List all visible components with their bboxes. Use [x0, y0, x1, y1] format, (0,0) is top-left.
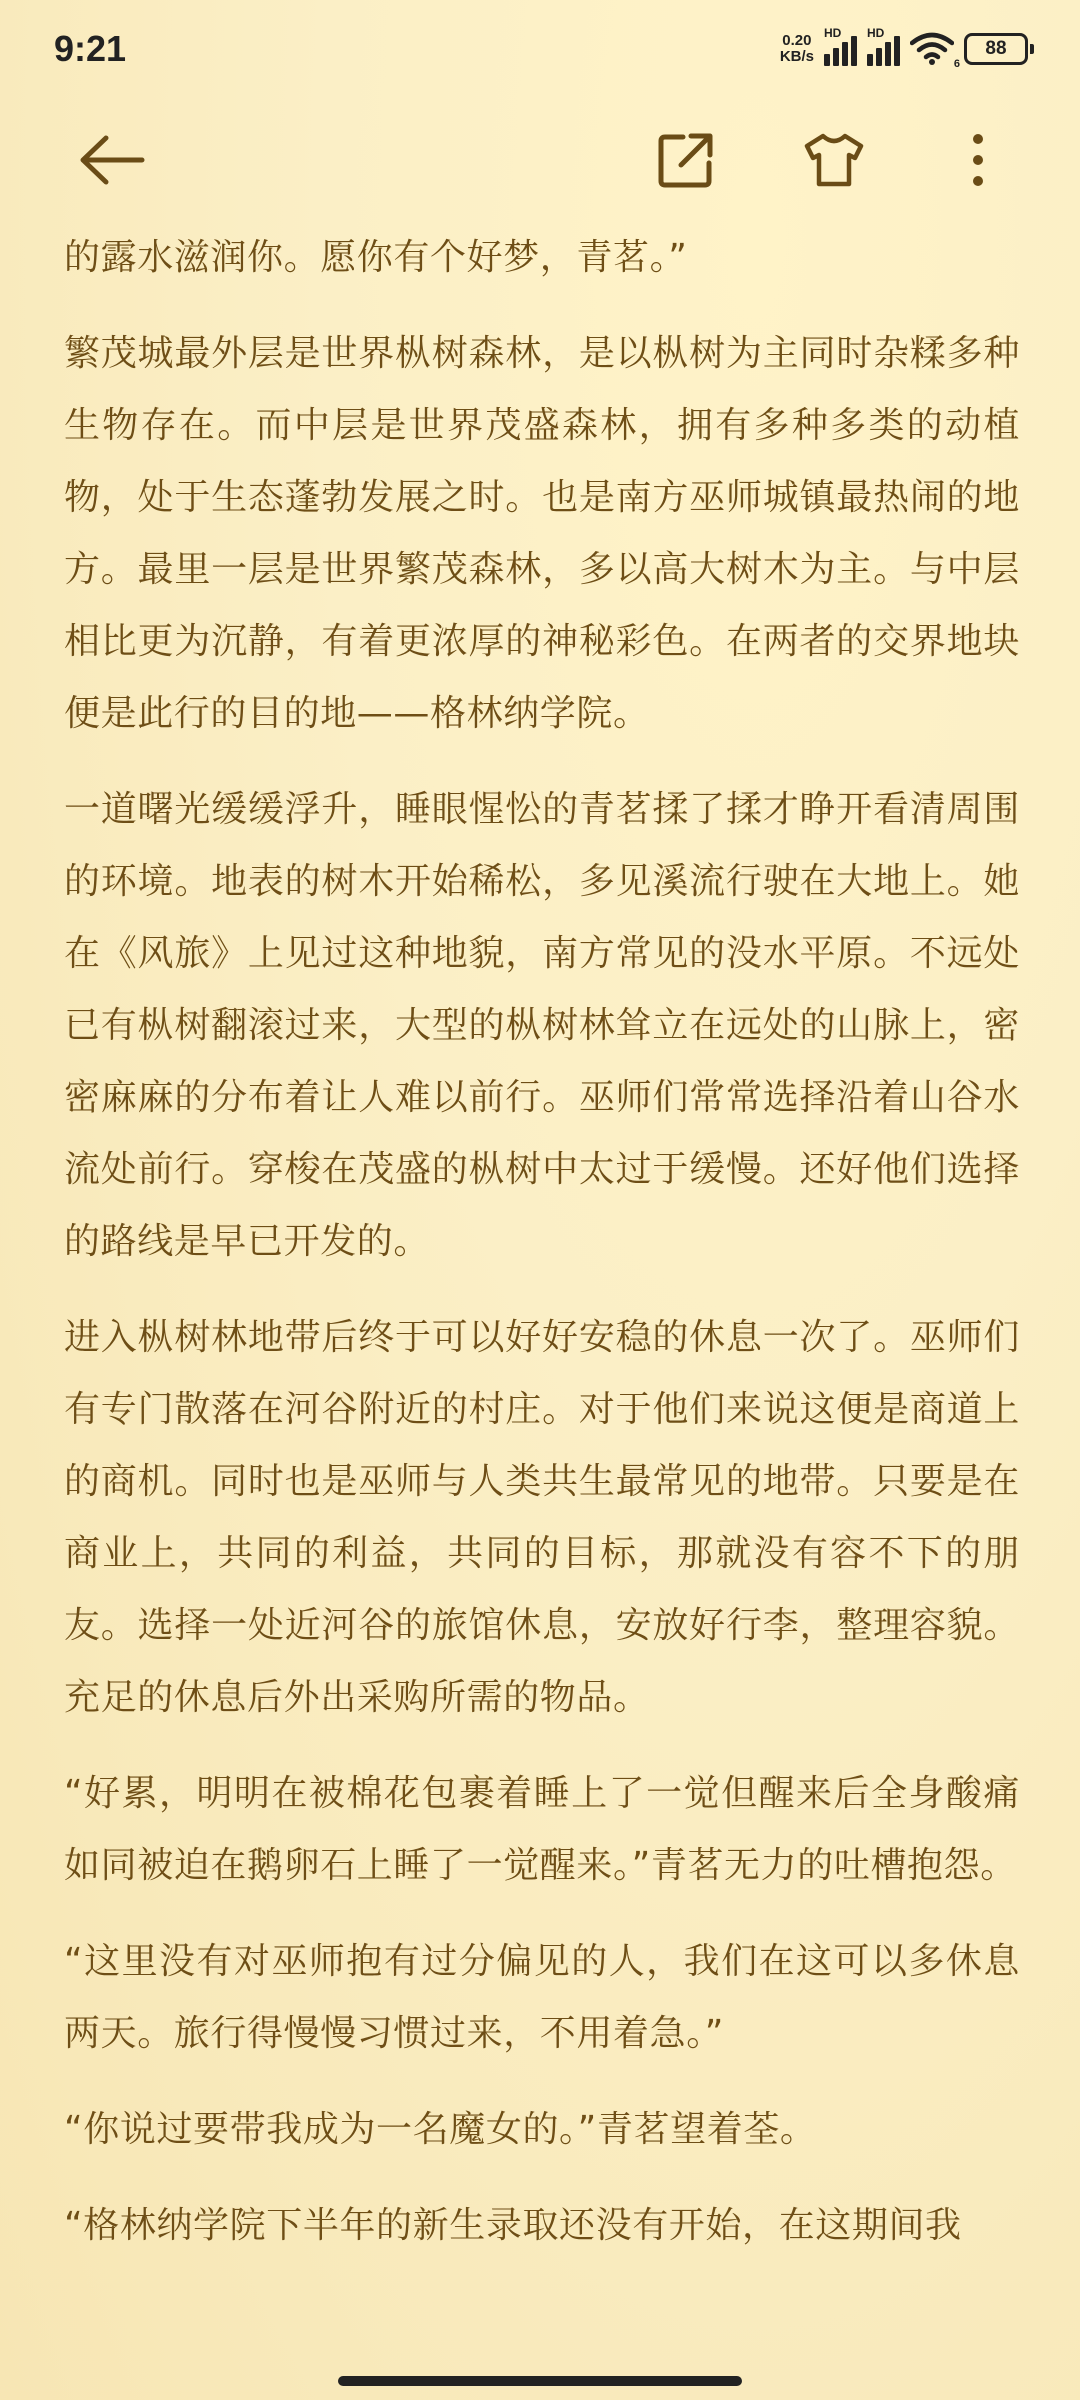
- theme-button[interactable]: [796, 122, 872, 198]
- status-time: 9:21: [54, 28, 127, 69]
- back-button[interactable]: [74, 122, 150, 198]
- arrow-left-icon: [78, 135, 146, 185]
- network-speed: [780, 33, 814, 65]
- home-indicator[interactable]: [338, 2376, 742, 2386]
- network-speed-unit: KB/s: [779, 48, 814, 65]
- share-button[interactable]: [648, 122, 724, 198]
- battery-icon: [964, 33, 1034, 65]
- shirt-icon: [803, 132, 865, 188]
- chapter-text[interactable]: [64, 222, 1020, 2286]
- sim2-hd-label: HD: [867, 26, 885, 40]
- paragraph: “你说过要带我成为一名魔女的。”青茗望着荃。: [64, 2109, 817, 2150]
- paragraph: 进入枞树林地带后终于可以好好安稳的休息一次了。巫师们有专门散落在河谷附近的村庄。对于他们来说这便是商道上的商机。同时也是巫师与人类共生最常见的地带。只要是在商业上，共同的利益，共同的目标，那就没有容不下的朋友。选择一处近河谷的旅馆休息，安放好行李，整理容貌。充足的休息后外出采购所需的物品。: [64, 1317, 1020, 1718]
- signal-sim1-icon: [824, 26, 857, 66]
- reader-toolbar: [0, 110, 1080, 210]
- status-bar: [0, 0, 1080, 100]
- wifi-badge: 6: [953, 58, 960, 70]
- share-external-icon: [657, 131, 715, 189]
- battery-level: 88: [985, 38, 1007, 59]
- more-options-button[interactable]: [940, 122, 1016, 198]
- more-vertical-icon: [971, 132, 985, 188]
- paragraph: 繁茂城最外层是世界枞树森林，是以枞树为主同时杂糅多种生物存在。而中层是世界茂盛森林，拥有多种多类的动植物，处于生态蓬勃发展之时。也是南方巫师城镇最热闹的地方。最里一层是世界繁茂森林，多以高大树木为主。与中层相比更为沉静，有着更浓厚的神秘彩色。在两者的交界地块便是此行的目的地——格林纳学院。: [64, 333, 1020, 734]
- paragraph: 的露水滋润你。愿你有个好梦，青茗。”: [64, 237, 688, 278]
- paragraph: “这里没有对巫师抱有过分偏见的人，我们在这可以多休息两天。旅行得慢慢习惯过来，不用着急。”: [64, 1941, 1020, 2054]
- paragraph: 一道曙光缓缓浮升，睡眼惺忪的青茗揉了揉才睁开看清周围的环境。地表的树木开始稀松，多见溪流行驶在大地上。她在《风旅》上见过这种地貌，南方常见的没水平原。不远处已有枞树翻滚过来，大型的枞树林耸立在远处的山脉上，密密麻麻的分布着让人难以前行。巫师们常常选择沿着山谷水流处前行。穿梭在茂盛的枞树中太过于缓慢。还好他们选择的路线是早已开发的。: [64, 789, 1020, 1262]
- paragraph: “格林纳学院下半年的新生录取还没有开始，在这期间我: [64, 2205, 962, 2246]
- sim1-hd-label: HD: [824, 26, 842, 40]
- signal-sim2-icon: [867, 26, 900, 66]
- wifi-icon: [910, 32, 960, 70]
- network-speed-value: 0.20: [782, 32, 812, 49]
- paragraph: “好累，明明在被棉花包裹着睡上了一觉但醒来后全身酸痛如同被迫在鹅卵石上睡了一觉醒来。”青茗无力的吐槽抱怨。: [64, 1773, 1020, 1886]
- status-icons: [780, 26, 1034, 72]
